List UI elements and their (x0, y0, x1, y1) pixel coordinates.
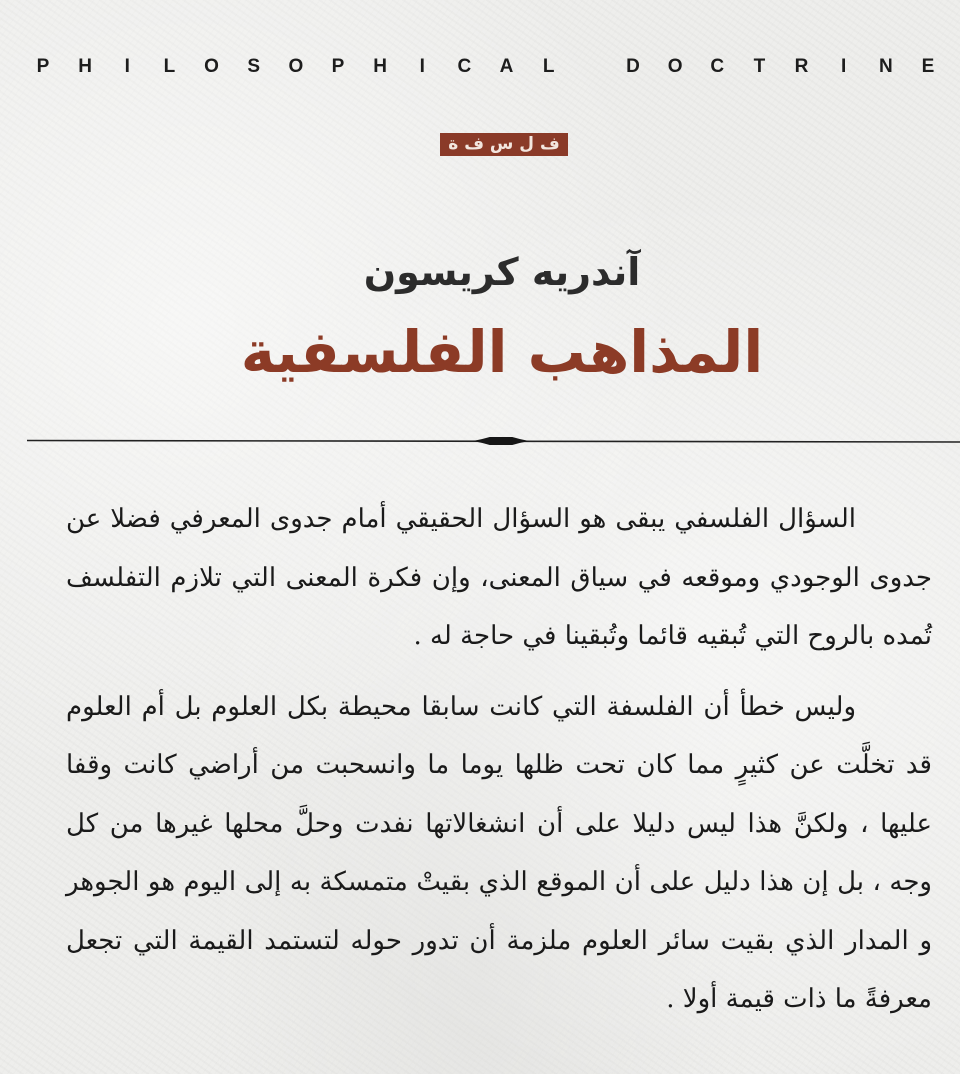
article-author: آندريه كريسون (363, 250, 641, 294)
header-letter: I (124, 56, 130, 77)
header-letter: N (878, 56, 893, 77)
divider-rule (27, 437, 960, 445)
article-title: المذاهب الفلسفية (240, 318, 764, 386)
header-letter: H (78, 56, 92, 77)
header-letter: R (794, 56, 809, 77)
header-letter: S (247, 56, 261, 77)
header-letter: E (921, 56, 935, 77)
header-letter: P (331, 56, 345, 77)
header-letter: D (626, 56, 640, 77)
header-letter: L (163, 56, 176, 77)
header-letter: T (753, 56, 766, 77)
header-letter: A (499, 56, 514, 77)
header-letter: I (419, 56, 425, 77)
header-letter: O (204, 56, 219, 77)
header-letter: L (542, 56, 555, 77)
header-letter: H (373, 56, 387, 77)
diamond-ornament-icon (473, 437, 529, 445)
body-paragraph: وليس خطأ أن الفلسفة التي كانت سابقا محيطة بكل العلوم بل أم العلوم قد تخلَّت عن كثيرٍ مما كان تحت ظلها يوما ما وانسحبت من أراضي كانت وقفا عليها ، ولكنَّ هذا ليس دليلا على أن انشغالاتها نفدت وحلَّ محلها غيرها من كل وجه ، بل إن هذا دليل على أن الموقع الذي بقيتْ متمسكة به إلى اليوم هو الجوهر و المدار الذي بقيت سائر العلوم ملزمة أن تدور حوله لتستمد القيمة التي تجعل معرفةً ما ذات قيمة أولا . (66, 691, 932, 1014)
header-word-gap (581, 56, 601, 78)
article-body (66, 490, 932, 1041)
body-paragraph: السؤال الفلسفي يبقى هو السؤال الحقيقي أمام جدوى المعرفي فضلا عن جدوى الوجودي وموقعه في سياق المعنى، وإن فكرة المعنى التي تلازم التفلسف تُمده بالروح التي تُبقيه قائما وتُبقينا في حاجة له . (66, 504, 932, 651)
running-header (33, 56, 938, 78)
header-letter: C (710, 56, 725, 77)
header-letter: O (667, 56, 683, 77)
header-letter: C (457, 56, 472, 77)
section-tag: ف ل س ف ة (440, 133, 568, 156)
header-letter: P (36, 56, 50, 77)
header-letter: I (841, 56, 847, 77)
header-letter: O (288, 56, 304, 77)
